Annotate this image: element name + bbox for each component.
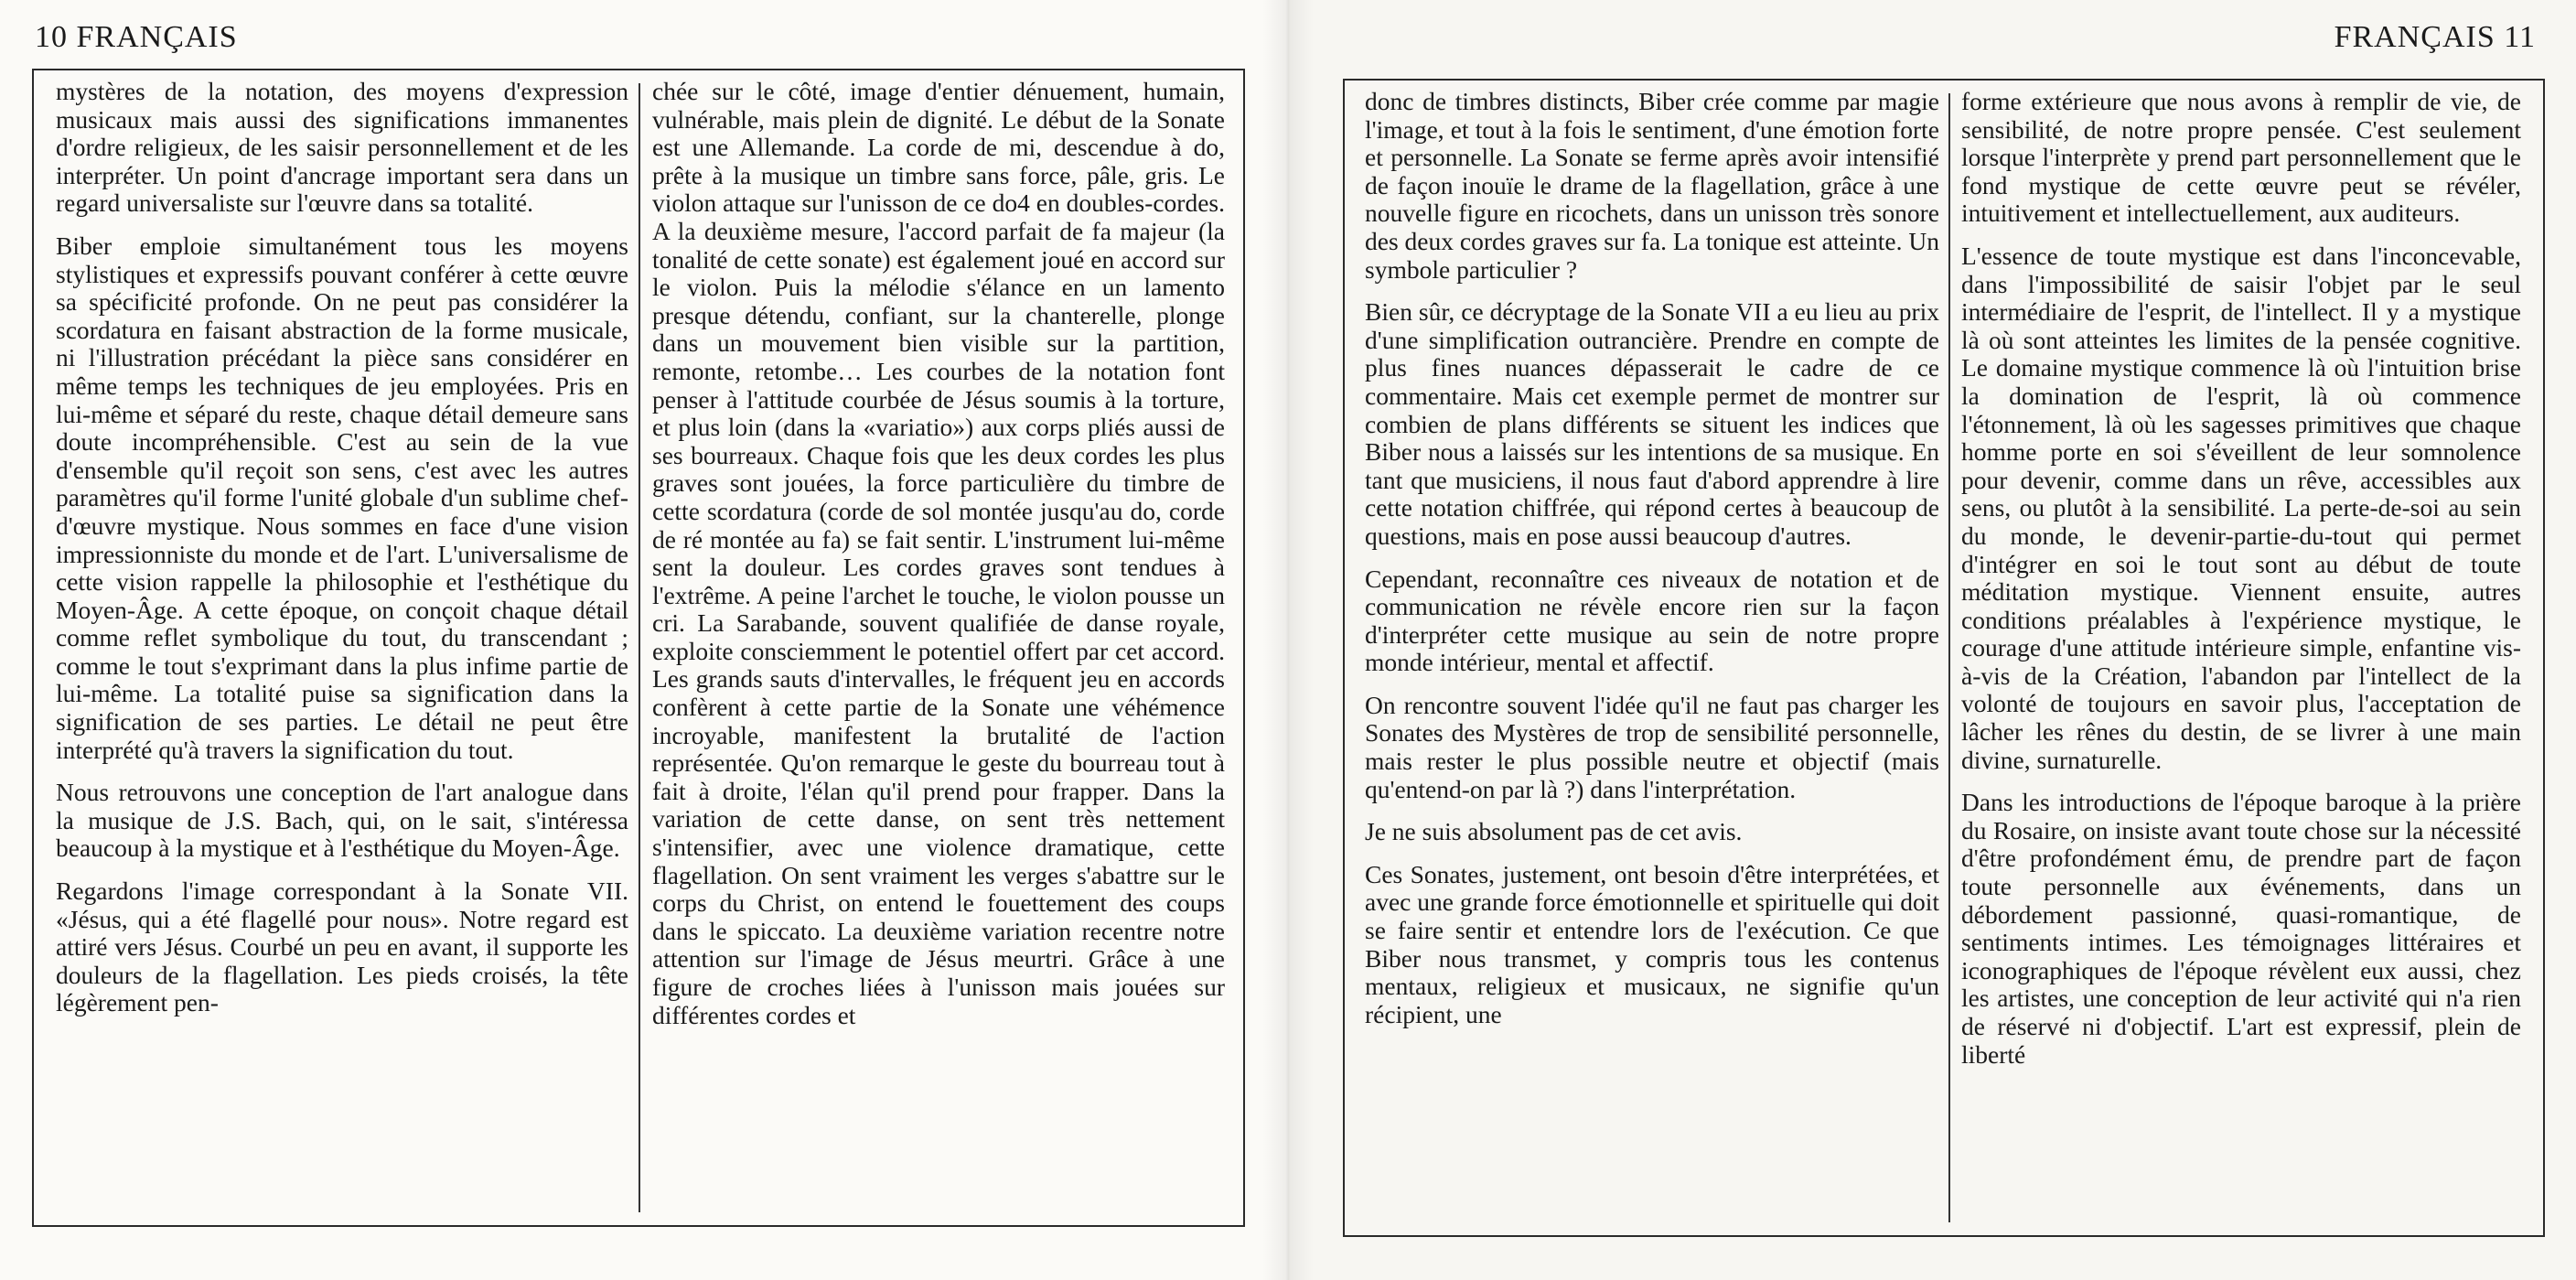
right-text-frame <box>1343 79 2545 1237</box>
paragraph: mystères de la notation, des moyens d'expression musicaux mais aussi des significations immanentes d'ordre religieux, de les saisir personnellement et de les interpréter. Un point d'ancrage important sera dans un regard universaliste sur l'œuvre dans sa totalité. <box>56 78 628 218</box>
left-page-header: 10 FRANÇAIS <box>35 20 238 54</box>
column-divider <box>1948 93 1950 1222</box>
right-column-2 <box>1961 88 2521 1228</box>
paragraph: Biber emploie simultanément tous les moyens stylistiques et expressifs pouvant conférer à cette œuvre sa spécificité profonde. On ne peut pas considérer la scordatura en faisant abstraction de la forme musicale, ni l'illustration précédant la pièce sans considérer en même temps les techniques de jeu employées. Pris en lui-même et séparé du reste, chaque détail demeure sans doute incompréhensible. C'est au sein de la vue d'ensemble qu'il reçoit son sens, c'est avec les autres paramètres qu'il forme l'unité globale d'un sublime chef-d'œuvre mystique. Nous sommes en face d'une vision impressionniste du monde et de l'art. L'universalisme de cette vision rappelle la philosophie et l'esthétique du Moyen-Âge. A cette époque, on conçoit chaque détail comme reflet symbolique du tout, du transcendant ; comme le tout s'exprimant dans la plus infime partie de lui-même. La totalité puise sa signification dans la signification de ses parties. Le détail ne peut être interprété qu'à travers la signification du tout. <box>56 231 628 764</box>
paragraph: On rencontre souvent l'idée qu'il ne faut pas charger les Sonates des Mystères de trop de sensibilité personnelle, mais rester le plus possible neutre et objectif (mais qu'entend-on par là ?) dans l'interprétation. <box>1365 690 1939 803</box>
paragraph: chée sur le côté, image d'entier dénuement, humain, vulnérable, mais plein de dignité. Le début de la Sonate est une Allemande. La corde de mi, descendue à do, prête à la musique un timbre sans force, pâle, gris. Le violon attaque sur l'unisson de ce do4 en doubles-cordes. A la deuxième mesure, l'accord parfait de fa majeur (la tonalité de cette sonate) est également joué en accord sur le violon. Puis la mélodie s'élance en un lamento presque détendu, confiant, sur la chanterelle, plonge dans un mouvement bien visible sur la partition, remonte, retombe… Les courbes de la notation font penser à l'attitude courbée de Jésus soumis à la torture, et plus loin (dans la «variatio») aux corps pliés aussi de ses bourreaux. Chaque fois que les deux cordes les plus graves sont jouées, la force particulière du timbre de cette scordatura (corde de sol montée jusqu'au do, corde de ré montée au fa) se fait sentir. L'instrument lui-même sent la douleur. Les cordes graves sont tendues à l'extrême. A peine l'archet le touche, le violon pousse un cri. La Sarabande, souvent qualifiée de danse royale, exploite consciemment le potentiel offert par cet accord. Les grands sauts d'intervalles, le fréquent jeu en accords confèrent à cette partie de la Sonate une véhémence incroyable, manifestent la brutalité de l'action représentée. Qu'on remarque le geste du bourreau tout à fait à droite, l'élan qu'il prend pour frapper. Dans la variation de cette danse, on sent très nettement s'intensifier, avec une violence dramatique, cette flagellation. On sent vraiment les verges s'abattre sur le corps du Christ, on entend le fouettement des coups dans le spiccato. La deuxième variation recentre notre attention sur l'image de Jésus meurtri. Grâce à une figure de croches liées à l'unisson mais jouées sur différentes cordes et <box>652 78 1225 1029</box>
paragraph: Je ne suis absolument pas de cet avis. <box>1365 817 1743 846</box>
paragraph: Dans les introductions de l'époque baroque à la prière du Rosaire, on insiste avant toute chose sur la nécessité d'être profondément ému, de prendre part de façon toute personnelle aux événements, dans un débordement passionné, quasi-romantique, de sentiments intimes. Les témoignages littéraires et iconographiques de l'époque révèlent eux aussi, chez les artistes, une conception de leur activité qui n'a rien de réservé ni d'objectif. L'art est expressif, plein de liberté <box>1961 788 2521 1069</box>
right-page-header: FRANÇAIS 11 <box>2334 20 2536 54</box>
left-column-1 <box>56 78 628 1218</box>
paragraph: L'essence de toute mystique est dans l'inconcevable, dans l'impossibilité de saisir l'objet par le seul intermédiaire de l'esprit, de l'intellect. Il y a mystique là où sont atteintes les limites de la pensée cognitive. Le domaine mystique commence là où l'intuition brise la domination de l'esprit, là où commence l'étonnement, là où les sagesses primitives que chaque homme porte en soi s'éveillent de leur somnolence pour devenir, comme dans un rêve, accessibles aux sens, ou plutôt à la sensibilité. La perte-de-soi au sein du monde, le devenir-partie-du-tout qui permet d'intégrer en soi le tout sont au début de toute méditation mystique. Viennent ensuite, autres conditions préalables à l'expérience mystique, le courage d'une attitude intérieure simple, enfantine vis-à-vis de la Création, l'abandon par l'intellect de la volonté de toujours en savoir plus, l'acceptation de lâcher les rênes du destin, de se livrer à une main divine, surnaturelle. <box>1961 241 2521 774</box>
paragraph: Bien sûr, ce décryptage de la Sonate VII a eu lieu au prix d'une simplification outrancière. Prendre en compte de plus fines nuances dépasserait le cadre de ce commentaire. Mais cet exemple permet de montrer sur combien de plans différents se situent les indices que Biber nous a laissés sur les intentions de sa musique. En tant que musiciens, il nous faut d'abord apprendre à lire cette notation chiffrée, qui répond certes à beaucoup de questions, mais en pose aussi beaucoup d'autres. <box>1365 297 1939 550</box>
right-column-1 <box>1365 88 1939 1228</box>
right-page <box>1288 0 2576 1280</box>
paragraph: Regardons l'image correspondant à la Sonate VII. «Jésus, qui a été flagellé pour nous». Notre regard est attiré vers Jésus. Courbé un peu en avant, il supporte les douleurs de la flagellation. Les pieds croisés, la tête légèrement pen- <box>56 877 628 1017</box>
paragraph: forme extérieure que nous avons à remplir de vie, de sensibilité, de notre propre pensée. C'est seulement lorsque l'interprète y prend part personnellement que le fond mystique de cette œuvre peut se révéler, intuitivement et intellectuellement, aux auditeurs. <box>1961 88 2521 228</box>
paragraph: donc de timbres distincts, Biber crée comme par magie l'image, et tout à la fois le sentiment, d'une émotion forte et personnelle. La Sonate se ferme après avoir intensifié de façon inouïe le drame de la flagellation, grâce à une nouvelle figure en ricochets, dans un unisson très sonore des deux cordes graves sur fa. La tonique est atteinte. Un symbole particulier ? <box>1365 88 1939 284</box>
left-text-frame <box>32 69 1245 1227</box>
book-gutter-shadow <box>1262 0 1314 1280</box>
paragraph: Cependant, reconnaître ces niveaux de notation et de communication ne révèle encore rien sur la façon d'interpréter cette musique au sein de notre propre monde intérieur, mental et affectif. <box>1365 564 1939 677</box>
paragraph: Ces Sonates, justement, ont besoin d'être interprétées, et avec une grande force émotionnelle et spirituelle qui doit se faire sentir et entendre lors de l'exécution. Ce que Biber nous transmet, y compris tous les contenus mentaux, religieux et musicaux, ne signifie qu'un récipient, une <box>1365 859 1939 1028</box>
left-column-2 <box>652 78 1225 1218</box>
column-divider <box>639 83 640 1212</box>
paragraph: Nous retrouvons une conception de l'art analogue dans la musique de J.S. Bach, qui, on le sait, s'intéressa beaucoup à la mystique et à l'esthétique du Moyen-Âge. <box>56 778 628 863</box>
